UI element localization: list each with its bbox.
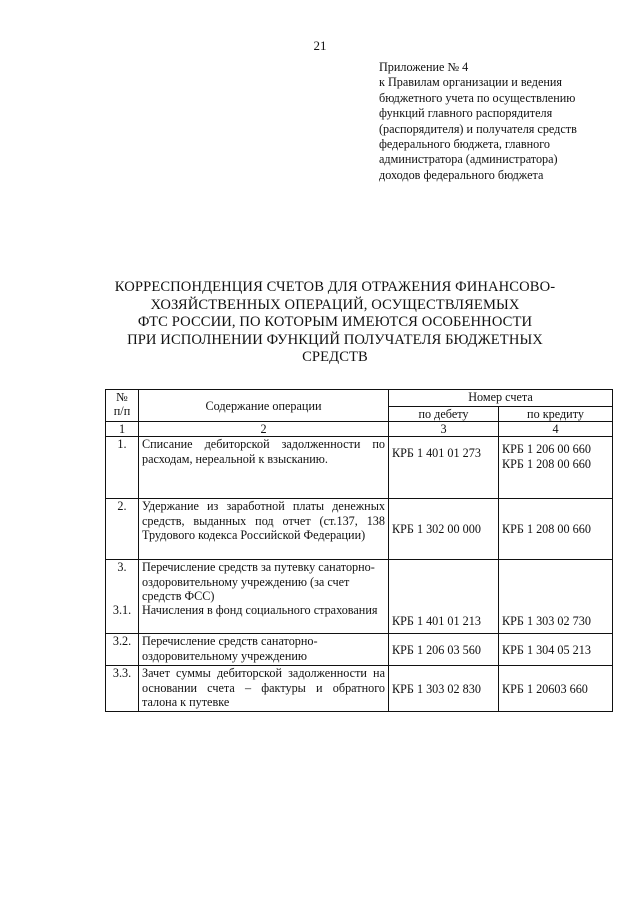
column-number: 4: [499, 422, 613, 437]
row-debit: КРБ 1 401 01 273: [389, 437, 499, 499]
row-content: Зачет суммы дебиторской задолженности на основании счета – фактуры и обратного талона к путевке: [139, 666, 389, 712]
table-row: [106, 560, 613, 634]
header-debit: по дебету: [389, 407, 499, 422]
title-line: СРЕДСТВ: [302, 349, 368, 366]
header-number-abbr: п/п: [113, 404, 131, 419]
row-debit: КРБ 1 401 01 213: [389, 560, 499, 634]
title-line: ПРИ ИСПОЛНЕНИИ ФУНКЦИЙ ПОЛУЧАТЕЛЯ БЮДЖЕТНЫХ: [127, 331, 543, 348]
column-number: 2: [139, 422, 389, 437]
row-number: [106, 560, 139, 634]
row-number-main: 3.: [117, 560, 127, 575]
row-credit: КРБ 1 304 05 213: [499, 634, 613, 666]
column-number: 1: [106, 422, 139, 437]
header-row-number: [106, 390, 139, 422]
appendix-line: бюджетного учета по осуществлению: [379, 90, 576, 105]
row-content: Перечисление средств санаторно-оздоровительному учреждению: [139, 634, 389, 666]
document-title: [90, 279, 580, 367]
appendix-line: администратора (администратора): [379, 152, 558, 167]
appendix-line: доходов федерального бюджета: [379, 167, 544, 182]
appendix-block: [379, 60, 629, 183]
row-number: 3.2.: [106, 634, 139, 666]
header-credit: по кредиту: [499, 407, 613, 422]
row-content-sub: Начисления в фонд социального страхования: [142, 603, 378, 618]
page-number: 21: [313, 38, 327, 53]
title-line: КОРРЕСПОНДЕНЦИЯ СЧЕТОВ ДЛЯ ОТРАЖЕНИЯ ФИНАНСОВО-: [114, 279, 556, 295]
column-number: 3: [389, 422, 499, 437]
row-credit: [499, 437, 613, 499]
credit-line: КРБ 1 206 00 660: [502, 442, 591, 457]
title-line: ХОЗЯЙСТВЕННЫХ ОПЕРАЦИЙ, ОСУЩЕСТВЛЯЕМЫХ: [150, 296, 520, 313]
row-content: Списание дебиторской задолженности по расходам, нереальной к взысканию.: [139, 437, 389, 499]
appendix-line: Приложение № 4: [379, 60, 469, 74]
appendix-line: (распорядителя) и получателя средств: [379, 121, 577, 136]
row-content: [139, 560, 389, 634]
table-row: [106, 437, 613, 499]
row-number-sub: 3.1.: [112, 602, 132, 617]
appendix-line: федерального бюджета, главного: [379, 137, 551, 152]
table-row: [106, 499, 613, 560]
row-number: 1.: [106, 437, 139, 499]
header-number-sign: №: [116, 390, 128, 404]
appendix-line: к Правилам организации и ведения: [379, 75, 563, 90]
row-credit: КРБ 1 20603 660: [499, 666, 613, 712]
credit-line: КРБ 1 208 00 660: [502, 456, 591, 471]
row-number: 3.3.: [106, 666, 139, 712]
row-debit: КРБ 1 302 00 000: [389, 499, 499, 560]
row-credit: КРБ 1 303 02 730: [499, 560, 613, 634]
table-row: [106, 666, 613, 712]
appendix-line: функций главного распорядителя: [379, 106, 553, 121]
row-debit: КРБ 1 303 02 830: [389, 666, 499, 712]
operations-table: [105, 389, 613, 712]
row-number: 2.: [106, 499, 139, 560]
row-credit: КРБ 1 208 00 660: [499, 499, 613, 560]
row-content-main: Перечисление средств за путевку санаторно-оздоровительному учреждению (за счет средств ФСС): [142, 560, 375, 603]
table-row: [106, 634, 613, 666]
title-line: ФТС РОССИИ, ПО КОТОРЫМ ИМЕЮТСЯ ОСОБЕННОСТИ: [137, 314, 533, 331]
row-debit: КРБ 1 206 03 560: [389, 634, 499, 666]
header-account-number: Номер счета: [389, 390, 613, 407]
row-content: Удержание из заработной платы денежных средств, выданных под отчет (ст.137, 138 Трудового кодекса Российской Федерации): [139, 499, 389, 560]
header-content: Содержание операции: [139, 390, 389, 422]
